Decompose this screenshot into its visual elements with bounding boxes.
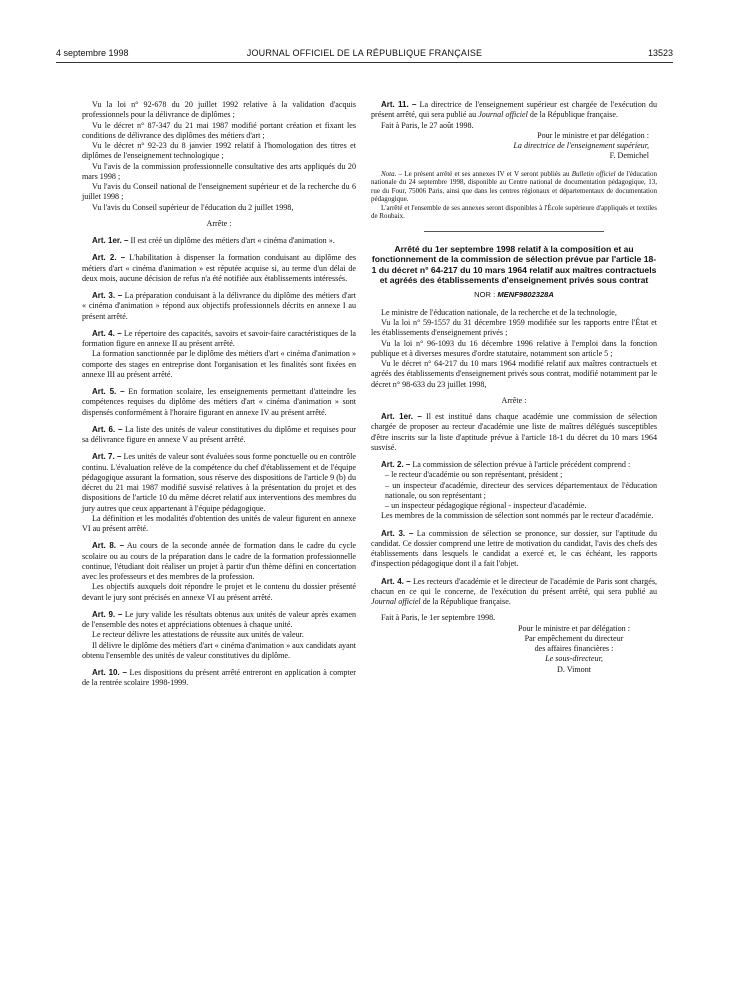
article-label: Art. 1er. – [92, 236, 129, 245]
article-2 [82, 253, 356, 284]
article-2-paragraph: Les membres de la commission de sélection sont nommés par le recteur d'académie. [381, 511, 654, 521]
article-text: Les dispositions du présent arrêté entreront en application à compter de la rentrée scolaire 1998-1999. [82, 668, 357, 688]
article-4 [371, 577, 657, 608]
signature-title: La directrice de l'enseignement supérieur, [513, 141, 649, 150]
article-label: Art. 3. – [92, 291, 123, 300]
visa-paragraph: Vu le décret n° 64-217 du 10 mars 1964 modifié relatif aux maîtres contractuels et agréés des établissements d'enseignement privés sous contrat, modifié notamment par le décret n° 98-633 du 23 juillet 1998, [371, 359, 657, 389]
signature-name: F. Demichel [609, 151, 649, 161]
article-1 [371, 412, 657, 453]
visa-paragraph: Vu le décret n° 92-23 du 8 janvier 1992 relatif à l'homologation des titres et diplômes de l'enseignement technologique ; [82, 141, 356, 161]
right-column [371, 100, 657, 675]
page-header [56, 48, 673, 62]
list-item: – un inspecteur pédagogique régional - inspecteur d'académie. [385, 501, 587, 511]
visa-paragraph: Vu le décret n° 87-347 du 21 mai 1987 modifié portant création et fixant les conditions de délivrance des diplômes des métiers d'art ; [82, 120, 356, 140]
article-4-paragraph: La formation sanctionnée par le diplôme des métiers d'art « cinéma d'animation » comporte des stages en entreprise dont l'organisation et les finalités sont fixées en annexe III au présent arrêté. [82, 349, 356, 379]
article-text: Au cours de la seconde année de formation dans le cadre du cycle scolaire ou au cours de la préparation dans le cadre de la formation professionnelle continue, l'étudiant doit réaliser un projet à partir d'un thème défini en concertation avec les professeurs et des membres de la profession. [82, 541, 356, 581]
signature-name: D. Vimont [557, 664, 591, 674]
article-text: La préparation conduisant à la délivrance du diplôme des métiers d'art « cinéma d'animation » répond aux objectifs professionnels décrits en annexe I au présent arrêté. [82, 291, 357, 321]
article-text: La commission de sélection prévue à l'article précédent comprend : [410, 460, 631, 470]
arrete-title: Arrêté du 1er septembre 1998 relatif à la composition et au fonctionnement de la commission de sélection prévue par l'article 18-1 du décret n° 64-217 du 10 mars 1964 relatif aux maîtres contractuels et agréés des établissements d'enseignement privés sous contrat [371, 244, 657, 286]
article-9-paragraph: Il délivre le diplôme des métiers d'art « cinéma d'animation » aux candidats ayant obtenu l'ensemble des unités de valeur constitutives du diplôme. [82, 640, 356, 660]
article-1 [82, 236, 356, 246]
fait-a-paris: Fait à Paris, le 1er septembre 1998. [381, 613, 496, 623]
article-label: Art. 2. – [381, 460, 411, 470]
article-7 [82, 452, 356, 514]
article-8 [82, 541, 356, 582]
signature-line: Pour le ministre et par délégation : [537, 130, 649, 140]
article-label: Art. 5. – [92, 387, 125, 396]
visa-paragraph: Vu la loi n° 59-1557 du 31 décembre 1959 modifiée sur les rapports entre l'État et les établissements d'enseignement privés ; [371, 318, 657, 338]
visa-paragraph: Vu l'avis du Conseil supérieur de l'éducation du 2 juillet 1998, [92, 202, 294, 212]
article-7-paragraph: La définition et les modalités d'obtention des unités de valeur figurent en annexe VI au présent arrêté. [82, 513, 356, 533]
article-2 [371, 460, 657, 470]
fait-a-paris: Fait à Paris, le 27 août 1998. [381, 120, 474, 130]
nota-text: de l'éducation nationale du 24 septembre 1998, disponible au Centre national de documentation pédagogique, 13, rue du Four, 75006 Paris, ainsi que dans les centres régionaux et départementaux de documentation pédagogique. [371, 169, 657, 204]
journal-officiel-ref: Journal officiel [371, 597, 421, 607]
article-label: Art. 3. – [381, 528, 414, 538]
article-3 [371, 529, 657, 570]
journal-officiel-ref: Journal officiel [478, 110, 528, 120]
article-label: Art. 2. – [92, 253, 126, 263]
nota-label: Nota. [381, 169, 397, 178]
article-3 [82, 291, 356, 322]
arrete-heading: Arrête : [206, 218, 232, 228]
nota-text: – Le présent arrêté et ses annexes IV et V seront publiés au [396, 169, 572, 178]
section-divider [424, 231, 604, 232]
article-text: Le répertoire des capacités, savoirs et savoir-faire caractéristiques de la formation figure en annexe II au présent arrêté. [82, 328, 356, 348]
article-text: Les unités de valeur sont évaluées sous forme ponctuelle ou en contrôle continu. L'évaluation relève de la compétence du chef d'établissement et de l'équipe pédagogique assurant la formation, sous réserve des dispositions de l'article 9 (b) du décret du 21 mai 1987 modifié susvisé relatives à la présentation du projet et des dispositions de l'article 10 du même décret relatif aux interventions des membres du jury autres que ceux appartenant à l'équipe pédagogique. [82, 452, 357, 513]
article-9-paragraph: Le recteur délivre les attestations de réussite aux unités de valeur. [92, 630, 304, 640]
article-text: Les recteurs d'académie et le directeur de l'académie de Paris sont chargés, chacun en ce qui le concerne, de l'exécution du présent arrêté, qui sera publié au [371, 576, 657, 596]
article-text: La directrice de l'enseignement supérieur est chargée de l'exécution du présent arrêté, qui sera publié au [371, 100, 657, 120]
visa-paragraph: Vu la loi n° 92-678 du 20 juillet 1992 relative à la validation d'acquis professionnels pour la délivrance de diplômes ; [82, 100, 356, 120]
signature-title: Le sous-directeur, [545, 654, 603, 664]
article-text: La liste des unités de valeur constitutives du diplôme et requises pour sa délivrance figure en annexe V au présent arrêté. [82, 424, 356, 444]
nor-code: MENF9802328A [497, 289, 554, 299]
article-label: Art. 11. – [381, 100, 417, 109]
article-6 [82, 425, 356, 446]
nota-paragraph-2: L'arrêté et l'ensemble de ses annexes seront disponibles à l'École supérieure d'appliqués et textiles de Roubaix. [371, 203, 657, 221]
article-text: de la République française. [527, 110, 619, 120]
article-5 [82, 387, 356, 418]
visa-paragraph: Vu l'avis du Conseil national de l'enseignement supérieur et de la recherche du 6 juillet 1998 ; [82, 182, 356, 202]
article-label: Art. 7. – [92, 452, 122, 462]
article-label: Art. 6. – [92, 424, 123, 434]
signature-line: des affaires financières : [534, 644, 614, 654]
article-8-paragraph: Les objectifs auxquels doit répondre le projet et le contenu du dossier présenté devant le jury sont précisés en annexe VI au présent arrêté. [82, 582, 356, 602]
article-text: Le jury valide les résultats obtenus aux unités de valeur après examen de l'ensemble des notes et appréciations obtenues à chaque unité. [82, 609, 356, 629]
visa-paragraph: Vu la loi n° 96-1093 du 16 décembre 1996 relative à l'emploi dans la fonction publique et à diverses mesures d'ordre statutaire, notamment son article 5 ; [371, 338, 657, 358]
article-label: Art. 8. – [92, 541, 125, 551]
article-text: En formation scolaire, les enseignements permettant d'atteindre les compétences requises du diplôme des métiers d'art « cinéma d'animation » sont dispensés conformément à l'horaire figurant en annexe IV au présent arrêté. [82, 387, 357, 417]
article-label: Art. 4. – [381, 576, 411, 586]
article-9 [82, 610, 356, 631]
signature-line: Pour le ministre et par délégation : [518, 623, 630, 633]
article-label: Art. 1er. – [381, 412, 422, 422]
article-label: Art. 9. – [92, 609, 123, 619]
nor-reference [371, 290, 657, 300]
article-text: La commission de sélection se prononce, sur dossier, sur l'aptitude du candidat. Ce dossier comprend une lettre de motivation du candidat, l'avis des chefs des établissements dans lesquels le candidat a exercé et, le cas échéant, les rapports d'inspection pédagogique dont il a fait l'objet. [371, 528, 657, 569]
arrete-heading: Arrête : [501, 395, 527, 405]
left-column [82, 100, 356, 689]
header-rule [56, 62, 673, 63]
bulletin-officiel-ref: Bulletin officiel [571, 169, 616, 178]
list-item: – un inspecteur d'académie, directeur des services départementaux de l'éducation nationale, ou son représentant ; [385, 480, 657, 500]
list-item: – le recteur d'académie ou son représentant, président ; [385, 470, 563, 480]
article-text: L'habilitation à dispenser la formation conduisant au diplôme des métiers d'art « cinéma d'animation » est réputée acquise si, au terme d'un délai de deux mois, aucune décision de refus n'a été notifiée aux établissements intéressés. [82, 253, 357, 283]
visa-paragraph: Vu l'avis de la commission professionnelle consultative des arts appliqués du 20 mars 1998 ; [82, 161, 356, 181]
header-page-number: 13523 [647, 48, 673, 58]
nota-paragraph [371, 170, 657, 204]
nor-label: NOR : [474, 289, 498, 299]
header-date: 4 septembre 1998 [56, 48, 129, 58]
article-11 [371, 100, 657, 121]
article-4 [82, 329, 356, 350]
article-text: de la République française. [420, 597, 511, 607]
minister-paragraph: Le ministre de l'éducation nationale, de la recherche et de la technologie, [381, 307, 617, 317]
article-text: Il est institué dans chaque académie une commission de sélection chargée de proposer au recteur d'académie une liste de maîtres délégués susceptibles d'être inscrits sur la liste d'aptitude prévue à l'article 18-1 du décret du 10 mars 1964 susvisé. [371, 412, 657, 452]
article-label: Art. 10. – [92, 668, 127, 677]
article-text: Il est créé un diplôme des métiers d'art « cinéma d'animation ». [128, 236, 335, 245]
header-journal-title: JOURNAL OFFICIEL DE LA RÉPUBLIQUE FRANÇAISE [246, 48, 483, 58]
article-label: Art. 4. – [92, 328, 122, 338]
article-10 [82, 668, 356, 689]
signature-line: Par empêchement du directeur [524, 633, 624, 643]
